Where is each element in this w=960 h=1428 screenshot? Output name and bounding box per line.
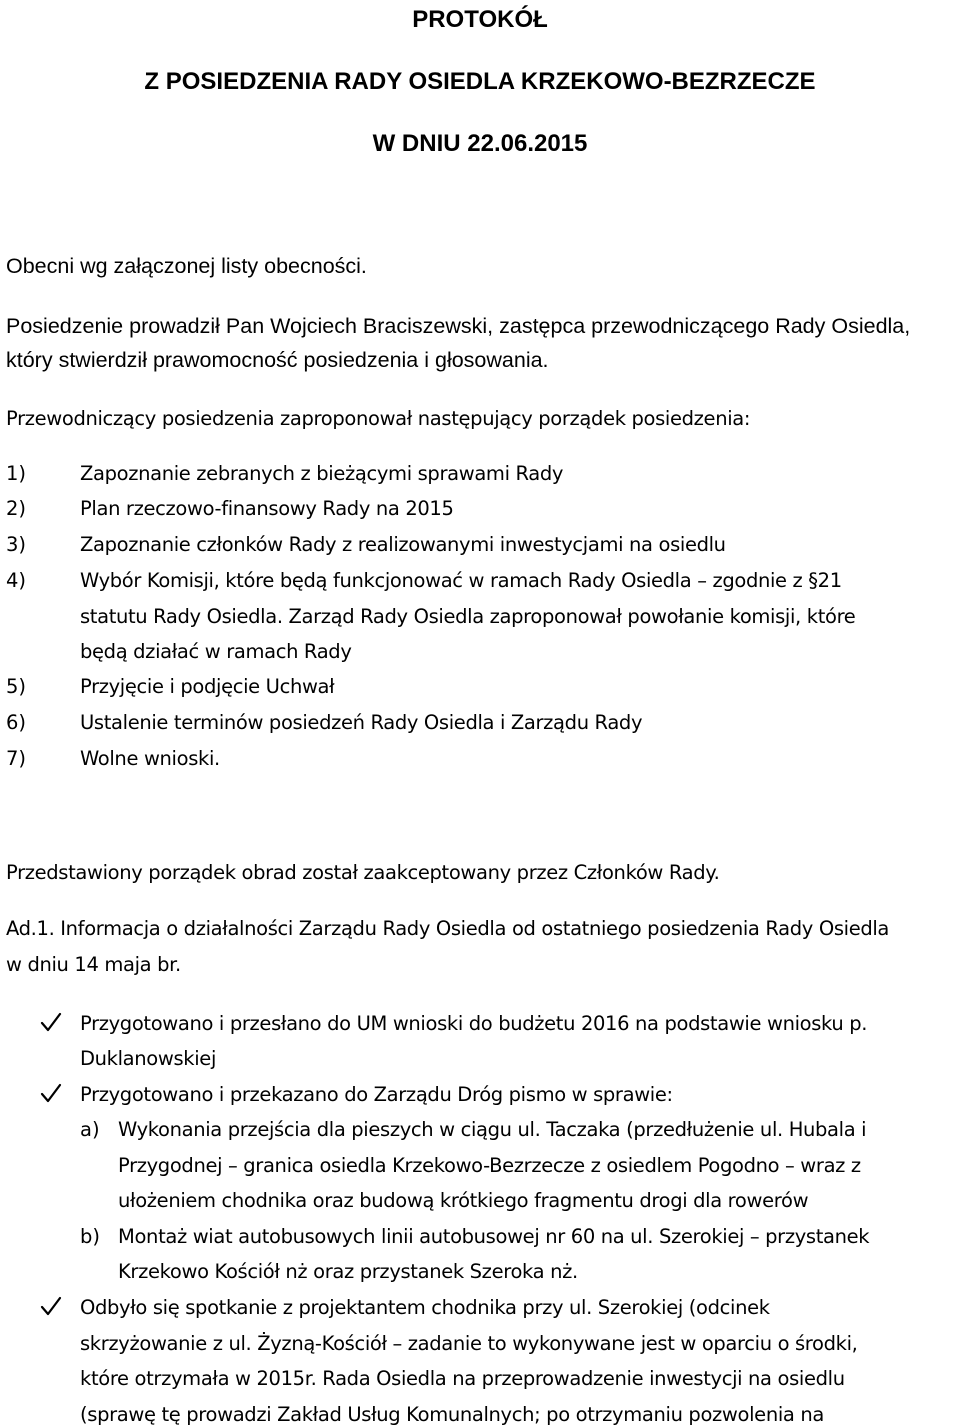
- agenda-number: 2): [6, 497, 27, 520]
- checkmark-icon: [40, 1011, 62, 1033]
- agenda-accepted-text: Przedstawiony porządek obrad został zaakceptowany przez Członków Rady.: [6, 861, 720, 884]
- agenda-intro: Przewodniczący posiedzenia zaproponował następujący porządek posiedzenia:: [6, 407, 751, 430]
- agenda-item-continuation: statutu Rady Osiedla. Zarząd Rady Osiedla zaproponował powołanie komisji, które: [80, 605, 856, 628]
- sub-item: Montaż wiat autobusowych linii autobusowej nr 60 na ul. Szerokiej – przystanek: [118, 1225, 870, 1248]
- agenda-item: Wolne wnioski.: [80, 747, 220, 770]
- check-item-continuation: skrzyżowanie z ul. Żyzną-Kościół – zadanie to wykonywane jest w oparciu o środki,: [80, 1332, 858, 1355]
- sub-item-letter: b): [80, 1225, 100, 1248]
- agenda-number: 1): [6, 462, 27, 485]
- sub-item: Wykonania przejścia dla pieszych w ciągu ul. Taczaka (przedłużenie ul. Hubala i: [118, 1118, 867, 1141]
- check-item-continuation: (sprawę tę prowadzi Zakład Usług Komunalnych; po otrzymaniu pozwolenia na: [80, 1403, 824, 1426]
- agenda-number: 4): [6, 569, 27, 592]
- ad1-heading-line2: w dniu 14 maja br.: [6, 953, 181, 976]
- agenda-item: Przyjęcie i podjęcie Uchwał: [80, 675, 335, 698]
- agenda-item-continuation: będą działać w ramach Rady: [80, 640, 352, 663]
- check-item: Przygotowano i przesłano do UM wnioski do budżetu 2016 na podstawie wniosku p.: [80, 1012, 868, 1035]
- document-title: PROTOKÓŁ: [412, 6, 548, 33]
- attendance-text: Obecni wg załączonej listy obecności.: [6, 254, 367, 278]
- checkmark-icon: [40, 1082, 62, 1104]
- sub-item-continuation: Przygodnej – granica osiedla Krzekowo-Bezrzecze z osiedlem Pogodno – wraz z: [118, 1154, 861, 1177]
- check-item: Odbyło się spotkanie z projektantem chodnika przy ul. Szerokiej (odcinek: [80, 1296, 770, 1319]
- check-item: Przygotowano i przekazano do Zarządu Dróg pismo w sprawie:: [80, 1083, 673, 1106]
- sub-item-continuation: Krzekowo Kościół nż oraz przystanek Szeroka nż.: [118, 1260, 578, 1283]
- agenda-number: 3): [6, 533, 27, 556]
- agenda-item: Zapoznanie zebranych z bieżącymi sprawami Rady: [80, 462, 564, 485]
- chair-text-line2: który stwierdził prawomocność posiedzenia i głosowania.: [6, 348, 549, 372]
- agenda-item: Zapoznanie członków Rady z realizowanymi inwestycjami na osiedlu: [80, 533, 726, 556]
- agenda-number: 6): [6, 711, 27, 734]
- checkmark-icon: [40, 1295, 62, 1317]
- document-date: W DNIU 22.06.2015: [372, 130, 588, 157]
- check-item-continuation: które otrzymała w 2015r. Rada Osiedla na przeprowadzenie inwestycji na osiedlu: [80, 1367, 845, 1390]
- check-item-continuation: Duklanowskiej: [80, 1047, 217, 1070]
- sub-item-letter: a): [80, 1118, 100, 1141]
- ad1-heading-line1: Ad.1. Informacja o działalności Zarządu Rady Osiedla od ostatniego posiedzenia Rady Osiedla: [6, 917, 890, 940]
- sub-item-continuation: ułożeniem chodnika oraz budową krótkiego fragmentu drogi dla rowerów: [118, 1189, 809, 1212]
- agenda-number: 5): [6, 675, 27, 698]
- document-subtitle: Z POSIEDZENIA RADY OSIEDLA KRZEKOWO-BEZRZECZE: [144, 68, 816, 95]
- agenda-item: Wybór Komisji, które będą funkcjonować w ramach Rady Osiedla – zgodnie z §21: [80, 569, 842, 592]
- chair-text-line1: Posiedzenie prowadził Pan Wojciech Braciszewski, zastępca przewodniczącego Rady Osiedla,: [6, 314, 911, 338]
- agenda-item: Ustalenie terminów posiedzeń Rady Osiedla i Zarządu Rady: [80, 711, 643, 734]
- agenda-item: Plan rzeczowo-finansowy Rady na 2015: [80, 497, 454, 520]
- agenda-number: 7): [6, 747, 27, 770]
